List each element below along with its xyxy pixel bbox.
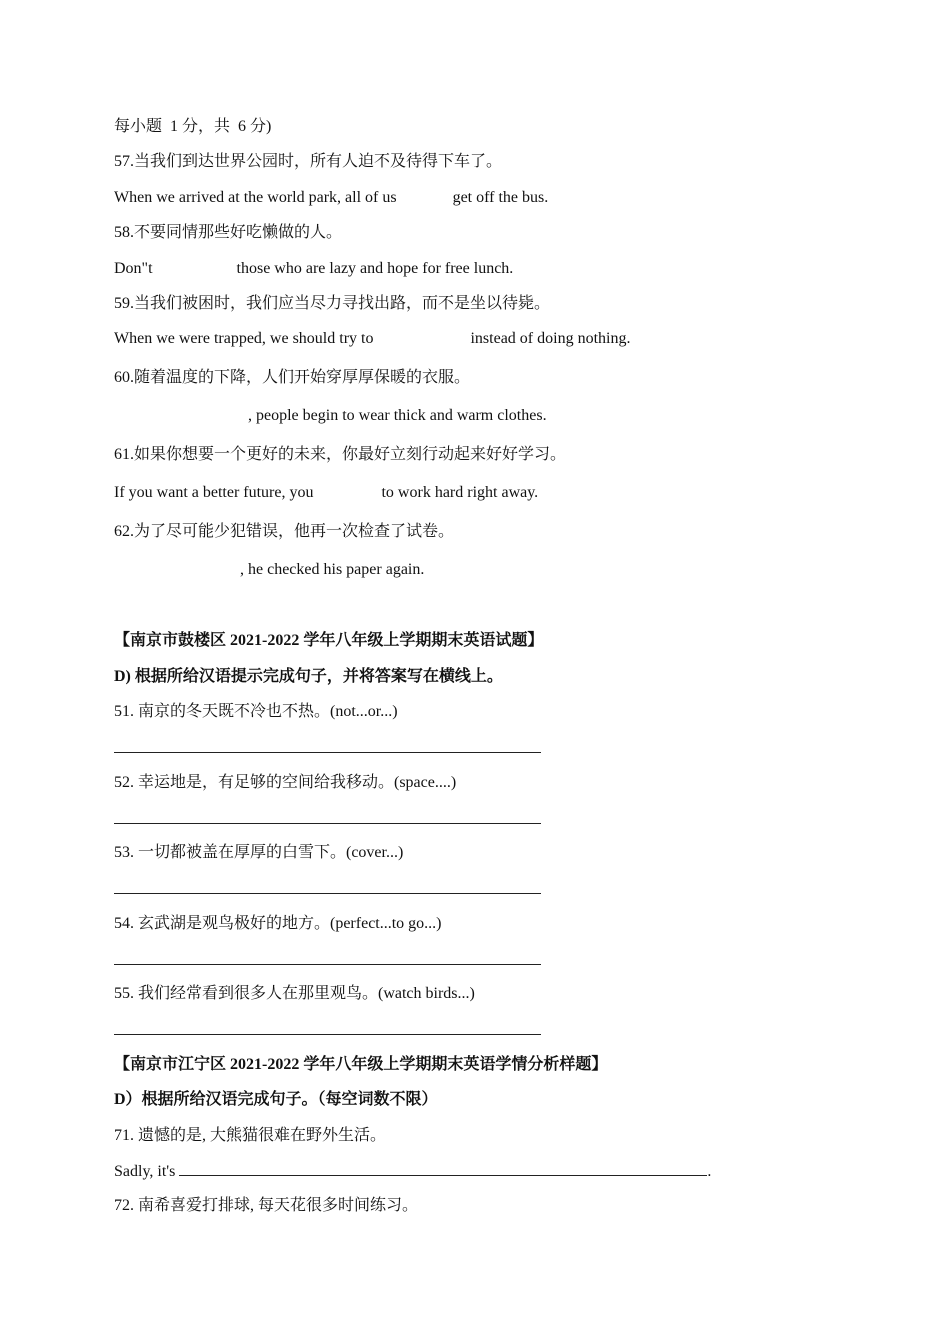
q57-en-a: When we arrived at the world park, all of us — [114, 189, 397, 206]
q54-prompt: 54. 玄武湖是观鸟极好的地方。(perfect...to go...) — [114, 915, 442, 932]
q61-cn-text: 如果你想要一个更好的未来，你最好立刻行动起来好好学习。 — [134, 446, 567, 463]
q71-en-a: Sadly, it's — [114, 1163, 176, 1180]
q61-en-a: If you want a better future, you — [114, 484, 314, 501]
q52-answer-line[interactable] — [114, 809, 541, 830]
q55-answer-line[interactable] — [114, 1020, 541, 1041]
q57-cn-text: 当我们到达世界公园时，所有人迫不及待得下车了。 — [134, 153, 503, 170]
q60-cn-text: 随着温度的下降，人们开始穿厚厚保暖的衣服。 — [134, 369, 471, 386]
q62-en-b: , he checked his paper again. — [240, 561, 425, 578]
q58-en — [114, 259, 513, 279]
q61-en — [114, 483, 538, 503]
q60-num: 60. — [114, 369, 134, 386]
q58-cn — [114, 223, 342, 243]
q61-num: 61. — [114, 446, 134, 463]
q52-prompt: 52. 幸运地是，有足够的空间给我移动。(space....) — [114, 774, 457, 791]
q55-prompt: 55. 我们经常看到很多人在那里观鸟。(watch birds...) — [114, 985, 475, 1002]
q62-num: 62. — [114, 523, 134, 540]
q71-end: . — [707, 1163, 712, 1180]
intro-line: 每小题 1 分，共 6 分) — [114, 118, 272, 135]
q62-en — [114, 560, 424, 580]
q58-cn-text: 不要同情那些好吃懒做的人。 — [134, 224, 343, 241]
section2-instruction: D) 根据所给汉语提示完成句子，并将答案写在横线上。 — [114, 668, 503, 685]
q60-en — [114, 406, 547, 426]
q51-prompt: 51. 南京的冬天既不冷也不热。(not...or...) — [114, 703, 398, 720]
q54-answer-line[interactable] — [114, 950, 541, 971]
q57-cn — [114, 152, 502, 172]
q59-num: 59. — [114, 295, 134, 312]
section3-title: 【南京市江宁区 2021-2022 学年八年级上学期期末英语学情分析样题】 — [114, 1056, 608, 1073]
q53-prompt: 53. 一切都被盖在厚厚的白雪下。(cover...) — [114, 844, 404, 861]
q59-en — [114, 329, 630, 349]
section2-title: 【南京市鼓楼区 2021-2022 学年八年级上学期期末英语试题】 — [114, 632, 544, 649]
q71-answer-line[interactable] — [179, 1161, 707, 1176]
q59-en-b: instead of doing nothing. — [470, 330, 631, 347]
q71-prompt: 71. 遗憾的是, 大熊猫很难在野外生活。 — [114, 1127, 387, 1144]
q57-en — [114, 188, 548, 208]
q58-en-b: those who are lazy and hope for free lunch. — [236, 260, 514, 277]
q61-en-b: to work hard right away. — [381, 484, 539, 501]
q51-answer-line[interactable] — [114, 738, 541, 759]
q53-answer-line[interactable] — [114, 879, 541, 900]
q60-en-b: , people begin to wear thick and warm clothes. — [248, 407, 547, 424]
q58-num: 58. — [114, 224, 134, 241]
q58-en-a: Don"t — [114, 260, 153, 277]
q62-cn-text: 为了尽可能少犯错误，他再一次检查了试卷。 — [134, 523, 455, 540]
section3-instruction: D）根据所给汉语完成句子。（每空词数不限） — [114, 1091, 438, 1108]
q72-prompt: 72. 南希喜爱打排球, 每天花很多时间练习。 — [114, 1197, 419, 1214]
q59-cn — [114, 294, 550, 314]
q62-cn — [114, 522, 454, 542]
q59-cn-text: 当我们被困时，我们应当尽力寻找出路，而不是坐以待毙。 — [134, 295, 551, 312]
q59-en-a: When we were trapped, we should try to — [114, 330, 374, 347]
q60-cn — [114, 368, 470, 388]
q61-cn — [114, 445, 566, 465]
q71-en — [114, 1161, 711, 1182]
q57-en-b: get off the bus. — [452, 189, 549, 206]
q57-num: 57. — [114, 153, 134, 170]
